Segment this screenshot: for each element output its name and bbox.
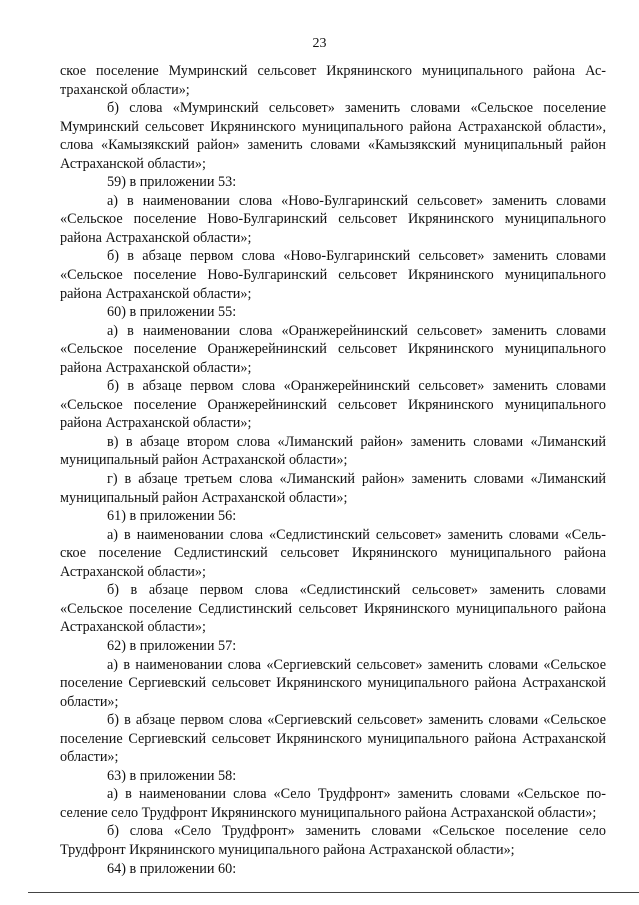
- paragraph: 62) в приложении 57:: [107, 637, 237, 654]
- footer-divider: [28, 892, 639, 893]
- paragraph: б) слова «Мумринский сельсовет» заменить словами «Сельское поселение Мумринский сельсовет Икрянинского муниципального района Астраханской области», слова «Камызякский район» заменить словами «Камызякский муниципальный район Астраханской области»;: [60, 100, 606, 172]
- paragraph: б) слова «Село Трудфронт» заменить словами «Сельское поселение село Трудфронт Икрянинского муниципального района Астраханской области»;: [60, 823, 606, 858]
- paragraph: б) в абзаце первом слова «Седлистинский сельсовет» заменить словами «Сельское поселение Седлистинский сельсовет Икрянинского муниципального района Астраханской области»;: [60, 582, 606, 636]
- paragraph: 63) в приложении 58:: [107, 767, 237, 784]
- paragraph: г) в абзаце третьем слова «Лиманский район» заменить словами «Лиманский муниципальный район Астраханской области»;: [60, 471, 606, 506]
- paragraph: а) в наименовании слова «Сергиевский сельсовет» заменить словами «Сельское поселение Сергиевский сельсовет Икрянинского муниципального района Астраханской области»;: [60, 656, 606, 710]
- paragraph: а) в наименовании слова «Седлистинский сельсовет» заменить словами «Сельское поселение Седлистинский сельсовет Икрянинского муниципального района Астраханской области»;: [60, 526, 606, 580]
- paragraph: в) в абзаце втором слова «Лиманский район» заменить словами «Лиманский муниципальный район Астраханской области»;: [60, 433, 606, 469]
- paragraph: 59) в приложении 53:: [107, 174, 237, 191]
- paragraph: а) в наименовании слова «Село Трудфронт» заменить словами «Сельское поселение село Трудфронт Икрянинского муниципального района Астраханской области»;: [60, 786, 606, 821]
- paragraph: ское поселение Мумринский сельсовет Икрянинского муниципального района Астраханской области»;: [60, 63, 606, 98]
- document-body: [60, 62, 606, 878]
- paragraph: 60) в приложении 55:: [107, 304, 237, 321]
- paragraph: 64) в приложении 60:: [107, 860, 237, 877]
- paragraph: б) в абзаце первом слова «Сергиевский сельсовет» заменить словами «Сельское поселение Сергиевский сельсовет Икрянинского муниципального района Астраханской области»;: [60, 712, 606, 766]
- paragraph: 61) в приложении 56:: [107, 508, 237, 525]
- paragraph: б) в абзаце первом слова «Оранжерейнинский сельсовет» заменить словами «Сельское поселение Оранжерейнинский сельсовет Икрянинского муниципального района Астраханской области»;: [60, 378, 606, 432]
- paragraph: б) в абзаце первом слова «Ново-Булгаринский сельсовет» заменить словами «Сельское поселение Ново-Булгаринский сельсовет Икрянинского муниципального района Астраханской области»;: [60, 248, 606, 302]
- paragraph: а) в наименовании слова «Ново-Булгаринский сельсовет» заменить словами «Сельское поселение Ново-Булгаринский сельсовет Икрянинского муниципального района Астраханской области»;: [60, 192, 606, 246]
- page-number: 23: [312, 36, 327, 51]
- paragraph: а) в наименовании слова «Оранжерейнинский сельсовет» заменить словами «Сельское поселение Оранжерейнинский сельсовет Икрянинского муниципального района Астраханской области»;: [60, 322, 606, 376]
